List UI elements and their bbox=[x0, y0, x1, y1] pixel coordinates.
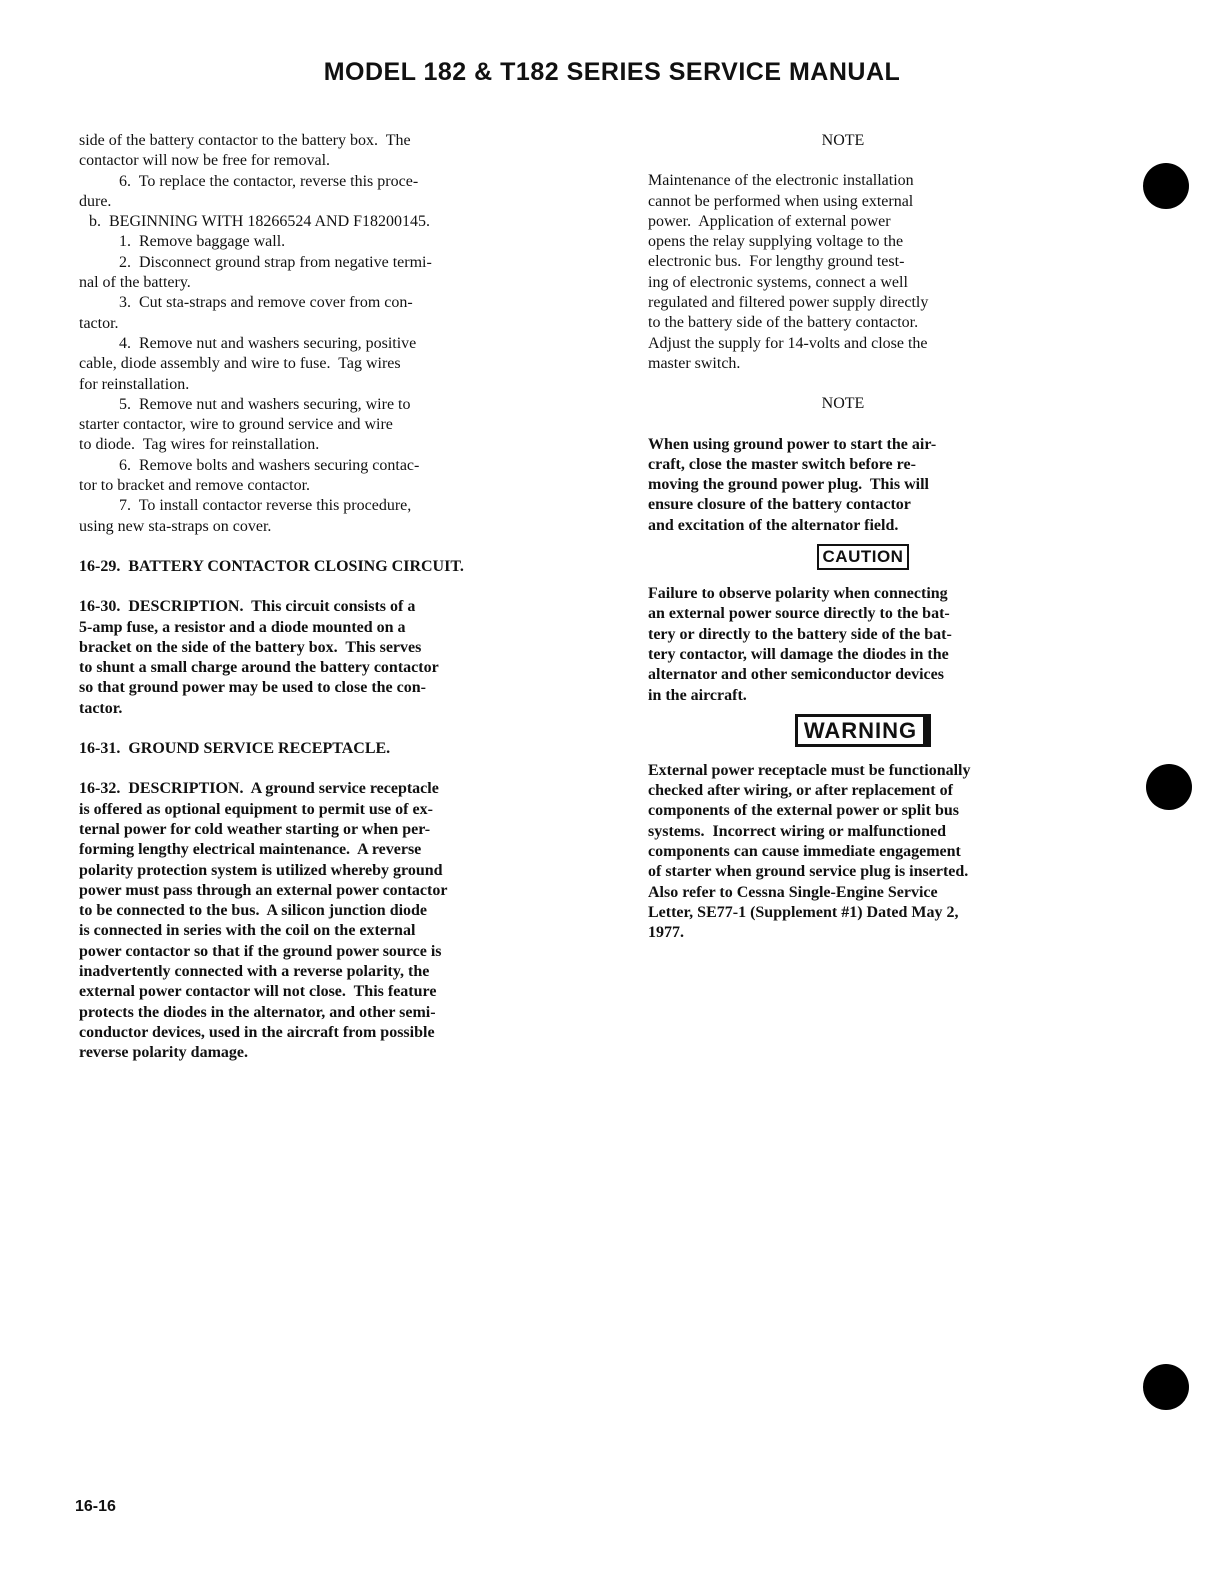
text-line: cannot be performed when using external bbox=[648, 192, 914, 210]
text-line: 5-amp fuse, a resistor and a diode mounted on a bbox=[79, 618, 406, 636]
binder-hole-icon bbox=[1143, 163, 1189, 209]
text-line: checked after wiring, or after replacement of bbox=[648, 782, 953, 800]
text-line: Letter, SE77-1 (Supplement #1) Dated May 2, bbox=[648, 903, 959, 921]
text-line: ternal power for cold weather starting or when per- bbox=[79, 820, 431, 838]
caution-banner bbox=[648, 544, 1078, 570]
text-line: 7. To install contactor reverse this procedure, bbox=[119, 497, 412, 515]
text-line: is connected in series with the coil on the external bbox=[79, 922, 416, 940]
text-line: tactor. bbox=[79, 699, 123, 717]
section-heading-16-31: 16-31. GROUND SERVICE RECEPTACLE. bbox=[79, 740, 391, 758]
subsection-heading: b. BEGINNING WITH 18266524 AND F18200145. bbox=[89, 213, 431, 231]
text-line: using new sta-straps on cover. bbox=[79, 517, 272, 535]
text-line: electronic bus. For lengthy ground test- bbox=[648, 253, 905, 271]
text-line: systems. Incorrect wiring or malfunctioned bbox=[648, 822, 947, 840]
text-line: an external power source directly to the bat- bbox=[648, 605, 950, 623]
text-line: reverse polarity damage. bbox=[79, 1044, 248, 1062]
text-line: 4. Remove nut and washers securing, positive bbox=[119, 334, 417, 352]
text-line: craft, close the master switch before re- bbox=[648, 455, 916, 473]
text-line: dure. bbox=[79, 192, 112, 210]
warning-label: WARNING bbox=[795, 714, 931, 747]
text-line: to shunt a small charge around the battery contactor bbox=[79, 659, 439, 677]
text-line: power. Application of external power bbox=[648, 212, 891, 230]
text-line: forming lengthy electrical maintenance. A reverse bbox=[79, 841, 422, 859]
text-line: Failure to observe polarity when connecting bbox=[648, 585, 948, 603]
text-line: 16-30. DESCRIPTION. This circuit consists of a bbox=[79, 598, 416, 616]
text-line: starter contactor, wire to ground service and wire bbox=[79, 416, 393, 434]
page-title: MODEL 182 & T182 SERIES SERVICE MANUAL bbox=[323, 58, 901, 86]
text-line: ensure closure of the battery contactor bbox=[648, 496, 911, 514]
binder-hole-icon bbox=[1143, 1364, 1189, 1410]
text-line: 5. Remove nut and washers securing, wire to bbox=[119, 395, 411, 413]
text-line: moving the ground power plug. This will bbox=[648, 476, 929, 494]
caution-label: CAUTION bbox=[817, 544, 910, 570]
text-line: master switch. bbox=[648, 354, 741, 372]
text-line: 6. To replace the contactor, reverse this proce- bbox=[119, 172, 419, 190]
text-line: so that ground power may be used to close the con- bbox=[79, 679, 426, 697]
text-line: External power receptacle must be functionally bbox=[648, 761, 971, 779]
right-column bbox=[648, 131, 1088, 944]
text-line: power must pass through an external power contactor bbox=[79, 881, 448, 899]
text-line: Also refer to Cessna Single-Engine Service bbox=[648, 883, 938, 901]
text-line: bracket on the side of the battery box. This serves bbox=[79, 638, 422, 656]
text-line: alternator and other semiconductor devices bbox=[648, 666, 944, 684]
text-line: 16-32. DESCRIPTION. A ground service receptacle bbox=[79, 780, 439, 798]
binder-hole-icon bbox=[1146, 764, 1192, 810]
text-line: protects the diodes in the alternator, and other semi- bbox=[79, 1003, 436, 1021]
text-line: When using ground power to start the air- bbox=[648, 435, 937, 453]
text-line: 2. Disconnect ground strap from negative termi- bbox=[119, 253, 432, 271]
text-line: in the aircraft. bbox=[648, 686, 747, 704]
left-column bbox=[79, 131, 579, 1063]
section-heading-16-29: 16-29. BATTERY CONTACTOR CLOSING CIRCUIT. bbox=[79, 557, 464, 575]
text-line: for reinstallation. bbox=[79, 375, 190, 393]
text-line: cable, diode assembly and wire to fuse. Tag wires bbox=[79, 355, 401, 373]
text-line: contactor will now be free for removal. bbox=[79, 152, 331, 170]
text-line: of starter when ground service plug is inserted. bbox=[648, 863, 969, 881]
text-line: 1. Remove baggage wall. bbox=[119, 233, 286, 251]
text-line: regulated and filtered power supply directly bbox=[648, 294, 929, 312]
text-line: 1977. bbox=[648, 924, 684, 942]
text-line: conductor devices, used in the aircraft from possible bbox=[79, 1023, 435, 1041]
text-line: inadvertently connected with a reverse polarity, the bbox=[79, 962, 430, 980]
text-line: to the battery side of the battery contactor. bbox=[648, 314, 919, 332]
text-line: tery contactor, will damage the diodes in the bbox=[648, 645, 949, 663]
text-line: 3. Cut sta-straps and remove cover from con- bbox=[119, 294, 413, 312]
text-line: Adjust the supply for 14-volts and close the bbox=[648, 334, 928, 352]
text-line: 6. Remove bolts and washers securing contac- bbox=[119, 456, 420, 474]
text-line: components of the external power or split bus bbox=[648, 802, 959, 820]
text-line: ing of electronic systems, connect a well bbox=[648, 273, 908, 291]
text-line: tactor. bbox=[79, 314, 119, 332]
text-line: nal of the battery. bbox=[79, 274, 191, 292]
text-line: and excitation of the alternator field. bbox=[648, 516, 899, 534]
text-line: to be connected to the bus. A silicon junction diode bbox=[79, 902, 428, 920]
page-number: 16-16 bbox=[75, 1498, 116, 1515]
text-line: external power contactor will not close. This feature bbox=[79, 983, 437, 1001]
text-line: opens the relay supplying voltage to the bbox=[648, 233, 904, 251]
note-label: NOTE bbox=[821, 395, 865, 413]
text-line: polarity protection system is utilized whereby ground bbox=[79, 861, 443, 879]
text-line: tery or directly to the battery side of the bat- bbox=[648, 625, 952, 643]
text-line: is offered as optional equipment to permit use of ex- bbox=[79, 800, 433, 818]
text-line: components can cause immediate engagement bbox=[648, 843, 961, 861]
text-line: side of the battery contactor to the battery box. The bbox=[79, 132, 411, 149]
note-label: NOTE bbox=[821, 132, 865, 149]
warning-banner bbox=[648, 714, 1078, 747]
text-line: power contactor so that if the ground power source is bbox=[79, 942, 442, 960]
text-line: Maintenance of the electronic installation bbox=[648, 172, 914, 190]
text-line: tor to bracket and remove contactor. bbox=[79, 477, 311, 495]
text-line: to diode. Tag wires for reinstallation. bbox=[79, 436, 320, 454]
